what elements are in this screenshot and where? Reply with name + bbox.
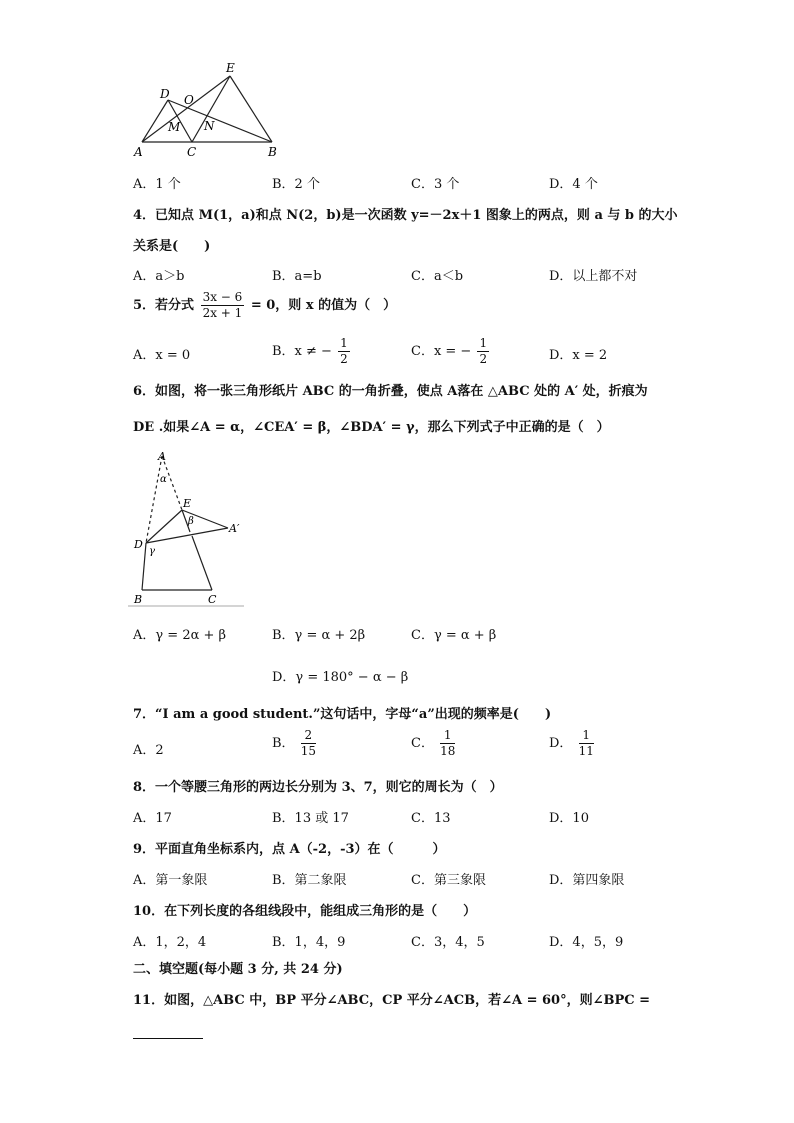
q5-option-b-prefix: B．x ≠ −	[272, 344, 332, 359]
fig6-label-E: E	[183, 497, 192, 510]
q8-option-d[interactable]: D．10	[549, 811, 589, 826]
q7-text: 7．“I am a good student.”这句话中，字母“a”出现的频率是( )	[133, 707, 552, 722]
fig1-label-A: A	[134, 145, 143, 159]
q4-option-b[interactable]: B．a=b	[272, 269, 322, 284]
fig6-label-alpha: α	[160, 474, 167, 485]
fig6-label-A: A	[158, 450, 166, 463]
q7-option-d-num: 1	[579, 728, 594, 744]
q4-text-line2: 关系是( )	[133, 239, 211, 254]
q3-option-c[interactable]: C．3 个	[411, 177, 460, 192]
q11-answer-blank[interactable]	[133, 1038, 203, 1039]
q5-numerator: 3x − 6	[202, 290, 243, 304]
q5-option-c-prefix: C．x = −	[411, 344, 472, 359]
q7-option-c-fraction	[440, 728, 455, 759]
q3-option-a[interactable]: A．1 个	[133, 177, 181, 192]
q7-option-b-label: B．	[272, 736, 295, 751]
q3-option-b[interactable]: B．2 个	[272, 177, 320, 192]
q5-question	[133, 290, 396, 321]
q7-option-c-den: 18	[440, 744, 456, 758]
q9-option-c[interactable]: C．第三象限	[411, 873, 486, 888]
q6-option-d[interactable]: D．γ = 180° − α − β	[272, 670, 409, 685]
q7-option-d-label: D．	[549, 736, 573, 751]
q10-option-a[interactable]: A．1，2，4	[133, 935, 207, 950]
fig1-label-N: N	[204, 119, 215, 133]
q5-option-b-den: 2	[340, 352, 348, 366]
q10-text: 10．在下列长度的各组线段中，能组成三角形的是（ ）	[133, 904, 477, 919]
q7-option-b-den: 15	[300, 744, 316, 758]
q4-option-d[interactable]: D．以上都不对	[549, 269, 638, 284]
q7-option-d-den: 11	[578, 744, 594, 758]
fig1-label-E: E	[226, 61, 235, 75]
q8-option-a[interactable]: A．17	[133, 811, 172, 826]
fig1-label-B: B	[268, 145, 277, 159]
q7-option-b-num: 2	[301, 728, 316, 744]
q5-option-c-den: 2	[479, 352, 488, 366]
fig6-label-D: D	[134, 538, 143, 551]
q9-option-d[interactable]: D．第四象限	[549, 873, 625, 888]
q5-option-c-num: 1	[479, 336, 488, 350]
q6-text-line2: DE .如果∠A = α，∠CEA′ = β，∠BDA′ = γ，那么下列式子中正确的是（ ）	[133, 420, 610, 435]
q7-option-c-label: C．	[411, 736, 434, 751]
q6-option-b[interactable]: B．γ = α + 2β	[272, 628, 366, 643]
q5-fraction	[201, 290, 245, 321]
q11-text: 11．如图，△ABC 中，BP 平分∠ABC，CP 平分∠ACB，若∠A = 60°，则∠BPC =	[133, 993, 651, 1008]
fig1-label-M: M	[168, 120, 181, 134]
q5-option-c-fraction	[477, 336, 489, 367]
q6-text-line1: 6．如图，将一张三角形纸片 ABC 的一角折叠，使点 A落在 △ABC 处的 A′ 处，折痕为	[133, 384, 648, 399]
fig6-label-C: C	[208, 593, 217, 606]
fig1-label-O: O	[184, 93, 194, 107]
q5-option-c[interactable]	[411, 336, 491, 367]
q5-option-b-num: 1	[340, 336, 348, 350]
q7-option-b[interactable]	[272, 728, 318, 759]
figure-folded-triangle	[128, 448, 248, 610]
q6-option-a[interactable]: A．γ = 2α + β	[133, 628, 227, 643]
q9-text: 9．平面直角坐标系内，点 A（-2，-3）在（ ）	[133, 842, 446, 857]
q9-option-a[interactable]: A．第一象限	[133, 873, 208, 888]
q5-option-a[interactable]: A．x = 0	[133, 348, 191, 363]
figure-triangles	[130, 58, 290, 162]
q9-option-b[interactable]: B．第二象限	[272, 873, 347, 888]
q4-option-a[interactable]: A．a＞b	[133, 269, 185, 284]
fig1-label-C: C	[187, 145, 197, 159]
q7-option-d-fraction	[579, 728, 594, 759]
section-heading: 二、填空题(每小题 3 分, 共 24 分)	[133, 962, 343, 977]
q7-option-d[interactable]	[549, 728, 596, 759]
q10-option-d[interactable]: D．4，5，9	[549, 935, 624, 950]
q10-option-c[interactable]: C．3，4，5	[411, 935, 485, 950]
fig6-label-B: B	[134, 593, 143, 606]
fig6-label-Ap: A′	[229, 522, 240, 535]
q7-option-c-num: 1	[440, 728, 455, 744]
q7-option-a[interactable]: A．2	[133, 743, 164, 758]
q7-option-c[interactable]	[411, 728, 457, 759]
q6-option-c[interactable]: C．γ = α + β	[411, 628, 497, 643]
fig1-label-D: D	[160, 87, 170, 101]
q8-option-b[interactable]: B．13 或 17	[272, 811, 349, 826]
q5-prefix: 5．若分式	[133, 298, 195, 313]
q5-option-b-fraction	[338, 336, 350, 367]
q7-option-b-fraction	[301, 728, 316, 759]
fig6-label-beta: β	[188, 516, 194, 527]
q4-option-c[interactable]: C．a＜b	[411, 269, 464, 284]
q5-option-d[interactable]: D．x = 2	[549, 348, 608, 363]
q3-option-d[interactable]: D．4 个	[549, 177, 598, 192]
q4-text-line1: 4．已知点 M(1，a)和点 N(2，b)是一次函数 y=－2x＋1 图象上的两点，则 a 与 b 的大小	[133, 208, 678, 223]
q10-option-b[interactable]: B．1，4，9	[272, 935, 346, 950]
q8-option-c[interactable]: C．13	[411, 811, 451, 826]
q5-denominator: 2x + 1	[202, 306, 243, 320]
q8-text: 8．一个等腰三角形的两边长分别为 3、7，则它的周长为（ ）	[133, 780, 503, 795]
fig6-label-gamma: γ	[149, 546, 155, 557]
q5-option-b[interactable]	[272, 336, 352, 367]
q5-suffix: = 0，则 x 的值为（ ）	[250, 298, 397, 313]
